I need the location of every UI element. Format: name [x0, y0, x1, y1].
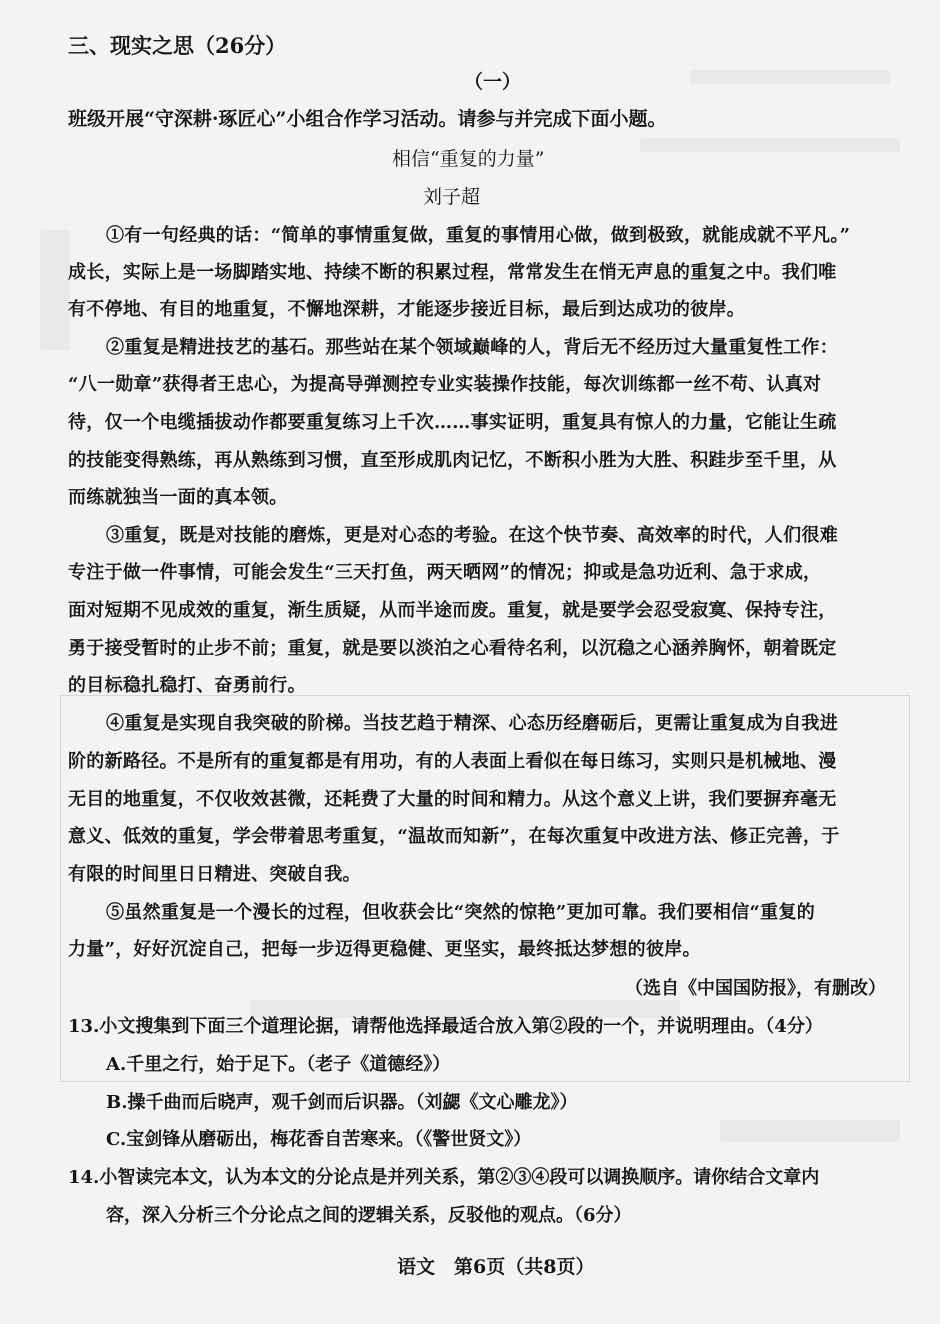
paragraph-4-line-3: 无目的地重复，不仅收效甚微，还耗费了大量的时间和精力。从这个意义上讲，我们要摒弃毫无	[68, 789, 837, 810]
article-title: 相信“重复的力量”	[392, 148, 545, 170]
question-13-option-a: A.千里之行，始于足下。（老子《道德经》）	[106, 1054, 451, 1075]
article-source: （选自《中国国防报》，有删改）	[625, 978, 886, 999]
page-footer: 语文 第6页（共8页）	[397, 1256, 595, 1278]
paragraph-5-line-2: 力量”，好好沉淀自己，把每一步迈得更稳健、更坚实，最终抵达梦想的彼岸。	[68, 939, 701, 960]
question-13-option-b: B.操千曲而后晓声，观千剑而后识器。（刘勰《文心雕龙》）	[106, 1092, 578, 1113]
question-14-prompt-line-2: 容，深入分析三个分论点之间的逻辑关系，反驳他的观点。（6分）	[106, 1205, 632, 1226]
question-14-prompt-line-1: 14.小智读完本文，认为本文的分论点是并列关系，第②③④段可以调换顺序。请你结合文章内	[68, 1167, 820, 1188]
paragraph-2-line-4: 的技能变得熟练，再从熟练到习惯，直至形成肌肉记忆，不断积小胜为大胜、积跬步至千里，从	[68, 450, 837, 471]
paragraph-4-line-5: 有限的时间里日日精进、突破自我。	[68, 864, 361, 885]
paragraph-2-line-1: ②重复是精进技艺的基石。那些站在某个领域巅峰的人，背后无不经历过大量重复性工作：	[106, 337, 838, 358]
paragraph-5-line-1: ⑤虽然重复是一个漫长的过程，但收获会比“突然的惊艳”更加可靠。我们要相信“重复的	[106, 902, 816, 923]
bleed-through-mark	[720, 1120, 900, 1142]
bleed-through-mark	[690, 70, 890, 84]
paragraph-3-line-5: 的目标稳扎稳打、奋勇前行。	[68, 675, 306, 696]
paragraph-3-line-1: ③重复，既是对技能的磨炼，更是对心态的考验。在这个快节奏、高效率的时代，人们很难	[106, 525, 838, 546]
bleed-through-mark	[640, 138, 900, 152]
paragraph-2-line-2: “八一勋章”获得者王忠心，为提高导弹测控专业实装操作技能，每次训练都一丝不苟、认真对	[68, 374, 822, 395]
paragraph-1-line-3: 有不停地、有目的地重复，不懈地深耕，才能逐步接近目标，最后到达成功的彼岸。	[68, 299, 746, 320]
activity-instruction: 班级开展“守深耕·琢匠心”小组合作学习活动。请参与并完成下面小题。	[68, 108, 667, 130]
subsection-number: （一）	[464, 71, 522, 93]
paragraph-1-line-1: ①有一句经典的话：“简单的事情重复做，重复的事情用心做，做到极致，就能成就不平凡。”	[106, 225, 851, 246]
question-13-option-c: C.宝剑锋从磨砺出，梅花香自苦寒来。（《警世贤文》）	[106, 1129, 532, 1150]
paragraph-4-line-1: ④重复是实现自我突破的阶梯。当技艺趋于精深、心态历经磨砺后，更需让重复成为自我进	[106, 713, 838, 734]
paragraph-4-line-4: 意义、低效的重复，学会带着思考重复，“温故而知新”，在每次重复中改进方法、修正完善，于	[68, 826, 840, 847]
paragraph-3-line-2: 专注于做一件事情，可能会发生“三天打鱼，两天晒网”的情况；抑或是急功近利、急于求成，	[68, 562, 822, 583]
paragraph-2-line-3: 待，仅一个电缆插拔动作都要重复练习上千次……事实证明，重复具有惊人的力量，它能让生疏	[68, 412, 837, 433]
question-13-prompt: 13.小文搜集到下面三个道理论据，请帮他选择最适合放入第②段的一个，并说明理由。（4分）	[68, 1016, 823, 1037]
paragraph-2-line-5: 而练就独当一面的真本领。	[68, 487, 288, 508]
section-heading: 三、现实之思（26分）	[68, 33, 287, 58]
paragraph-3-line-3: 面对短期不见成效的重复，渐生质疑，从而半途而废。重复，就是要学会忍受寂寞、保持专注，	[68, 600, 837, 621]
article-author: 刘子超	[423, 186, 481, 208]
paragraph-4-line-2: 阶的新路径。不是所有的重复都是有用功，有的人表面上看似在每日练习，实则只是机械地、漫	[68, 751, 837, 772]
bleed-through-mark	[40, 230, 70, 350]
paragraph-3-line-4: 勇于接受暂时的止步不前；重复，就是要以淡泊之心看待名利，以沉稳之心涵养胸怀，朝着既定	[68, 638, 837, 659]
paragraph-1-line-2: 成长，实际上是一场脚踏实地、持续不断的积累过程，常常发生在悄无声息的重复之中。我们唯	[68, 262, 837, 283]
